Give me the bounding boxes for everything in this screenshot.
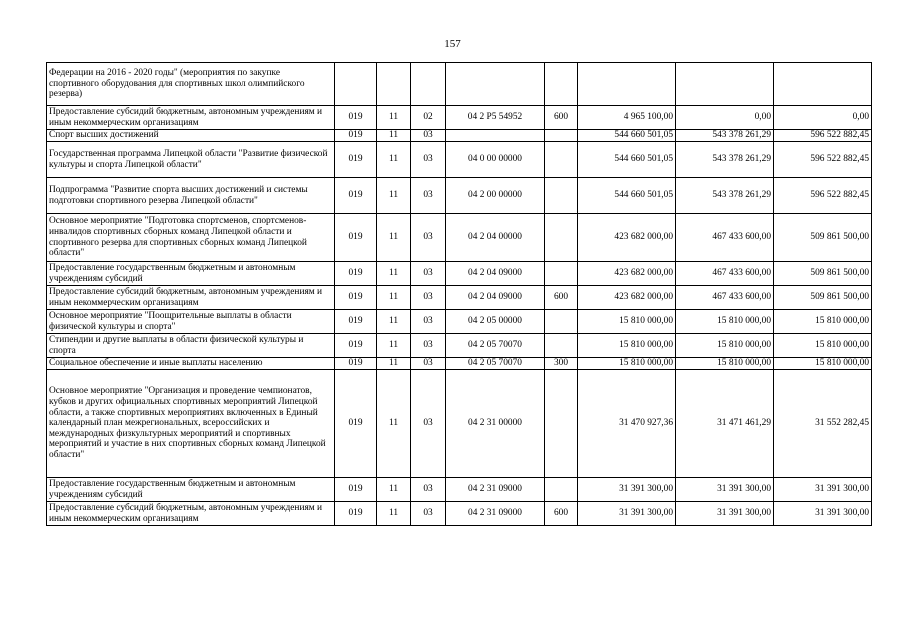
cell-vr: 600 xyxy=(545,106,578,130)
cell-sum-3: 0,00 xyxy=(774,106,872,130)
cell-vr xyxy=(545,310,578,334)
cell-sum-1: 31 391 300,00 xyxy=(578,502,676,526)
cell-sum-3: 596 522 882,45 xyxy=(774,130,872,142)
cell-csr: 04 2 31 09000 xyxy=(446,502,545,526)
cell-rz: 11 xyxy=(377,130,411,142)
cell-rz: 11 xyxy=(377,358,411,370)
cell-pr: 03 xyxy=(411,310,446,334)
cell-sum-3: 15 810 000,00 xyxy=(774,334,872,358)
cell-rz: 11 xyxy=(377,478,411,502)
budget-table xyxy=(46,62,872,526)
table-row xyxy=(47,286,872,310)
cell-pr: 03 xyxy=(411,358,446,370)
cell-vr xyxy=(545,142,578,178)
cell-sum-1: 423 682 000,00 xyxy=(578,286,676,310)
cell-sum-3: 509 861 500,00 xyxy=(774,262,872,286)
cell-ved: 019 xyxy=(335,214,377,262)
table-row xyxy=(47,334,872,358)
cell-sum-1: 15 810 000,00 xyxy=(578,310,676,334)
cell-rz: 11 xyxy=(377,178,411,214)
cell-vr: 600 xyxy=(545,286,578,310)
cell-ved: 019 xyxy=(335,286,377,310)
cell-rz: 11 xyxy=(377,334,411,358)
cell-sum-3 xyxy=(774,63,872,106)
cell-ved: 019 xyxy=(335,478,377,502)
cell-sum-2: 15 810 000,00 xyxy=(676,334,774,358)
cell-sum-3: 509 861 500,00 xyxy=(774,214,872,262)
cell-pr xyxy=(411,63,446,106)
cell-pr: 03 xyxy=(411,286,446,310)
cell-pr: 03 xyxy=(411,262,446,286)
cell-sum-2 xyxy=(676,63,774,106)
cell-ved: 019 xyxy=(335,106,377,130)
cell-sum-2: 15 810 000,00 xyxy=(676,358,774,370)
cell-rz: 11 xyxy=(377,214,411,262)
cell-ved: 019 xyxy=(335,370,377,478)
cell-vr: 600 xyxy=(545,502,578,526)
cell-sum-3: 15 810 000,00 xyxy=(774,310,872,334)
table-row xyxy=(47,106,872,130)
cell-sum-2: 467 433 600,00 xyxy=(676,286,774,310)
cell-sum-3: 596 522 882,45 xyxy=(774,142,872,178)
table-row xyxy=(47,370,872,478)
cell-ved: 019 xyxy=(335,310,377,334)
cell-rz: 11 xyxy=(377,106,411,130)
cell-vr xyxy=(545,262,578,286)
cell-sum-2: 543 378 261,29 xyxy=(676,142,774,178)
cell-ved: 019 xyxy=(335,142,377,178)
table-row xyxy=(47,310,872,334)
cell-name: Государственная программа Липецкой области "Развитие физической культуры и спорта Липецкой области" xyxy=(47,142,335,178)
cell-sum-1: 4 965 100,00 xyxy=(578,106,676,130)
cell-pr: 03 xyxy=(411,370,446,478)
cell-ved: 019 xyxy=(335,502,377,526)
cell-sum-1: 544 660 501,05 xyxy=(578,130,676,142)
cell-csr xyxy=(446,130,545,142)
cell-name: Основное мероприятие "Организация и проведение чемпионатов, кубков и других официальных спортивных мероприятий Липецкой области, а также спортивных мероприятиях включенных в Единый календарный план межрегиональных, всероссийских и международных физкультурных мероприятий и спортивных мероприятий и участие в них спортивных сборных команд Липецкой области" xyxy=(47,370,335,478)
cell-csr: 04 2 04 09000 xyxy=(446,286,545,310)
cell-pr: 02 xyxy=(411,106,446,130)
table-row xyxy=(47,214,872,262)
cell-rz: 11 xyxy=(377,310,411,334)
cell-name: Подпрограмма "Развитие спорта высших достижений и системы подготовки спортивного резерва Липецкой области" xyxy=(47,178,335,214)
table-row xyxy=(47,502,872,526)
cell-csr: 04 2 05 00000 xyxy=(446,310,545,334)
cell-name: Предоставление государственным бюджетным и автономным учреждениям субсидий xyxy=(47,262,335,286)
cell-sum-1: 15 810 000,00 xyxy=(578,334,676,358)
cell-sum-2: 467 433 600,00 xyxy=(676,262,774,286)
cell-vr xyxy=(545,178,578,214)
cell-name: Предоставление субсидий бюджетным, автономным учреждениям и иным некоммерческим организациям xyxy=(47,286,335,310)
cell-sum-1: 31 391 300,00 xyxy=(578,478,676,502)
table-row xyxy=(47,178,872,214)
cell-rz: 11 xyxy=(377,502,411,526)
cell-name: Предоставление субсидий бюджетным, автономным учреждениям и иным некоммерческим организациям xyxy=(47,106,335,130)
page-number: 157 xyxy=(444,38,461,50)
cell-csr: 04 2 00 00000 xyxy=(446,178,545,214)
cell-csr: 04 2 05 70070 xyxy=(446,358,545,370)
cell-csr xyxy=(446,63,545,106)
table-row xyxy=(47,262,872,286)
cell-sum-2: 31 391 300,00 xyxy=(676,478,774,502)
cell-csr: 04 0 00 00000 xyxy=(446,142,545,178)
cell-sum-2: 31 471 461,29 xyxy=(676,370,774,478)
cell-ved: 019 xyxy=(335,358,377,370)
cell-name: Спорт высших достижений xyxy=(47,130,335,142)
cell-name: Основное мероприятие "Поощрительные выплаты в области физической культуры и спорта" xyxy=(47,310,335,334)
cell-pr: 03 xyxy=(411,478,446,502)
cell-sum-1: 423 682 000,00 xyxy=(578,214,676,262)
cell-sum-1: 15 810 000,00 xyxy=(578,358,676,370)
cell-name: Предоставление государственным бюджетным и автономным учреждениям субсидий xyxy=(47,478,335,502)
cell-rz: 11 xyxy=(377,262,411,286)
table-row xyxy=(47,63,872,106)
cell-name: Основное мероприятие "Подготовка спортсменов, спортсменов-инвалидов спортивных сборных команд Липецкой области и спортивного резерва для спортивных сборных команд Липецкой области" xyxy=(47,214,335,262)
cell-sum-3: 509 861 500,00 xyxy=(774,286,872,310)
cell-name: Стипендии и другие выплаты в области физической культуры и спорта xyxy=(47,334,335,358)
table-row xyxy=(47,478,872,502)
cell-csr: 04 2 04 09000 xyxy=(446,262,545,286)
cell-vr xyxy=(545,478,578,502)
cell-sum-3: 31 552 282,45 xyxy=(774,370,872,478)
cell-pr: 03 xyxy=(411,142,446,178)
table-body xyxy=(47,63,872,526)
cell-csr: 04 2 P5 54952 xyxy=(446,106,545,130)
cell-csr: 04 2 05 70070 xyxy=(446,334,545,358)
cell-pr: 03 xyxy=(411,214,446,262)
cell-csr: 04 2 04 00000 xyxy=(446,214,545,262)
cell-rz: 11 xyxy=(377,286,411,310)
cell-pr: 03 xyxy=(411,130,446,142)
cell-sum-3: 31 391 300,00 xyxy=(774,502,872,526)
cell-sum-2: 467 433 600,00 xyxy=(676,214,774,262)
cell-sum-1 xyxy=(578,63,676,106)
cell-sum-3: 15 810 000,00 xyxy=(774,358,872,370)
cell-ved: 019 xyxy=(335,178,377,214)
cell-vr xyxy=(545,334,578,358)
cell-sum-1: 31 470 927,36 xyxy=(578,370,676,478)
cell-sum-2: 543 378 261,29 xyxy=(676,178,774,214)
cell-vr xyxy=(545,214,578,262)
cell-sum-3: 31 391 300,00 xyxy=(774,478,872,502)
cell-sum-2: 15 810 000,00 xyxy=(676,310,774,334)
cell-vr: 300 xyxy=(545,358,578,370)
cell-vr xyxy=(545,130,578,142)
table-row xyxy=(47,130,872,142)
cell-rz: 11 xyxy=(377,142,411,178)
cell-pr: 03 xyxy=(411,178,446,214)
cell-name: Социальное обеспечение и иные выплаты населению xyxy=(47,358,335,370)
table-row xyxy=(47,358,872,370)
cell-ved xyxy=(335,63,377,106)
cell-pr: 03 xyxy=(411,334,446,358)
cell-vr xyxy=(545,370,578,478)
cell-csr: 04 2 31 09000 xyxy=(446,478,545,502)
table-row xyxy=(47,142,872,178)
cell-sum-2: 0,00 xyxy=(676,106,774,130)
cell-name: Федерации на 2016 - 2020 годы" (мероприятия по закупке спортивного оборудования для спортивных школ олимпийского резерва) xyxy=(47,63,335,106)
cell-rz: 11 xyxy=(377,370,411,478)
cell-name: Предоставление субсидий бюджетным, автономным учреждениям и иным некоммерческим организациям xyxy=(47,502,335,526)
cell-sum-2: 543 378 261,29 xyxy=(676,130,774,142)
cell-sum-1: 544 660 501,05 xyxy=(578,142,676,178)
cell-rz xyxy=(377,63,411,106)
cell-pr: 03 xyxy=(411,502,446,526)
cell-vr xyxy=(545,63,578,106)
cell-ved: 019 xyxy=(335,130,377,142)
cell-ved: 019 xyxy=(335,334,377,358)
cell-sum-3: 596 522 882,45 xyxy=(774,178,872,214)
cell-sum-1: 423 682 000,00 xyxy=(578,262,676,286)
cell-sum-1: 544 660 501,05 xyxy=(578,178,676,214)
cell-csr: 04 2 31 00000 xyxy=(446,370,545,478)
cell-ved: 019 xyxy=(335,262,377,286)
cell-sum-2: 31 391 300,00 xyxy=(676,502,774,526)
